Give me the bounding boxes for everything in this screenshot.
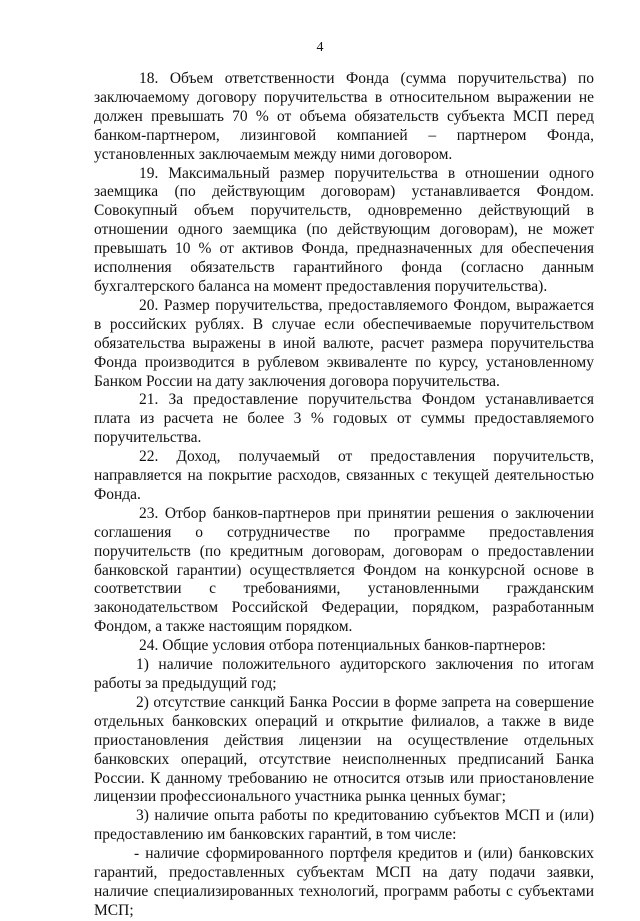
list-item-2: 2) отсутствие санкций Банка России в форме запрета на совершение отдельных банковских операций и открытие филиалов, а также в виде приостановления действия лицензии на осуществление отдельных банковских операций, отсутствие неисполненных предписаний Банка России. К данному требованию не относится отзыв или приостановление лицензии профессионального участника рынка ценных бумаг;	[94, 693, 594, 806]
paragraph-21: 21. За предоставление поручительства Фондом устанавливается плата из расчета не более 3 % годовых от суммы предоставляемого поручительства.	[94, 391, 594, 447]
list-item-1: 1) наличие положительного аудиторского заключения по итогам работы за предыдущий год;	[94, 656, 594, 692]
paragraph-20: 20. Размер поручительства, предоставляемого Фондом, выражается в российских рублях. В случае если обеспечиваемые поручительством обязательства выражены в иной валюте, расчет размера поручительства Фонда производится в рублевом эквиваленте по курсу, установленному Банком России на дату заключения договора поручительства.	[94, 296, 594, 390]
paragraph-22: 22. Доход, получаемый от предоставления поручительств, направляется на покрытие расходов, связанных с текущей деятельностью Фонда.	[94, 448, 594, 503]
page-number: 4	[316, 40, 324, 55]
paragraph-24: 24. Общие условия отбора потенциальных банков-партнеров:	[139, 637, 546, 655]
document-body	[94, 70, 594, 921]
list-item-3: 3) наличие опыта работы по кредитованию субъектов МСП и (или) предоставлению им банковских гарантий, в том числе:	[94, 807, 594, 844]
paragraph-18: 18. Объем ответственности Фонда (сумма поручительства) по заключаемому договору поручительства в относительном выражении не должен превышать 70 % от объема обязательств субъекта МСП перед банком-партнером, лизинговой компанией – партнером Фонда, установленных заключаемым между ними договором.	[94, 70, 594, 163]
paragraph-23: 23. Отбор банков-партнеров при принятии решения о заключении соглашения о сотрудничестве по программе предоставления поручительств (по кредитным договорам, договорам о предоставлении банковской гарантии) осуществляется Фондом на конкурсной основе в соответствии с требованиями, установленными гражданским законодательством Российской Федерации, порядком, разработанным Фондом, а также настоящим порядком.	[94, 504, 594, 636]
dash-list-item: - наличие сформированного портфеля кредитов и (или) банковских гарантий, предоставленных субъектам МСП на дату подачи заявки, наличие специализированных технологий, программ работы с субъектами МСП;	[94, 845, 594, 919]
paragraph-19: 19. Максимальный размер поручительства в отношении одного заемщика (по действующим договорам) устанавливается Фондом. Совокупный объем поручительств, одновременно действующий в отношении одного заемщика (по действующим договорам), не может превышать 10 % от активов Фонда, предназначенных для обеспечения исполнения обязательств гарантийного фонда (согласно данным бухгалтерского баланса на момент предоставления поручительства).	[94, 164, 594, 295]
